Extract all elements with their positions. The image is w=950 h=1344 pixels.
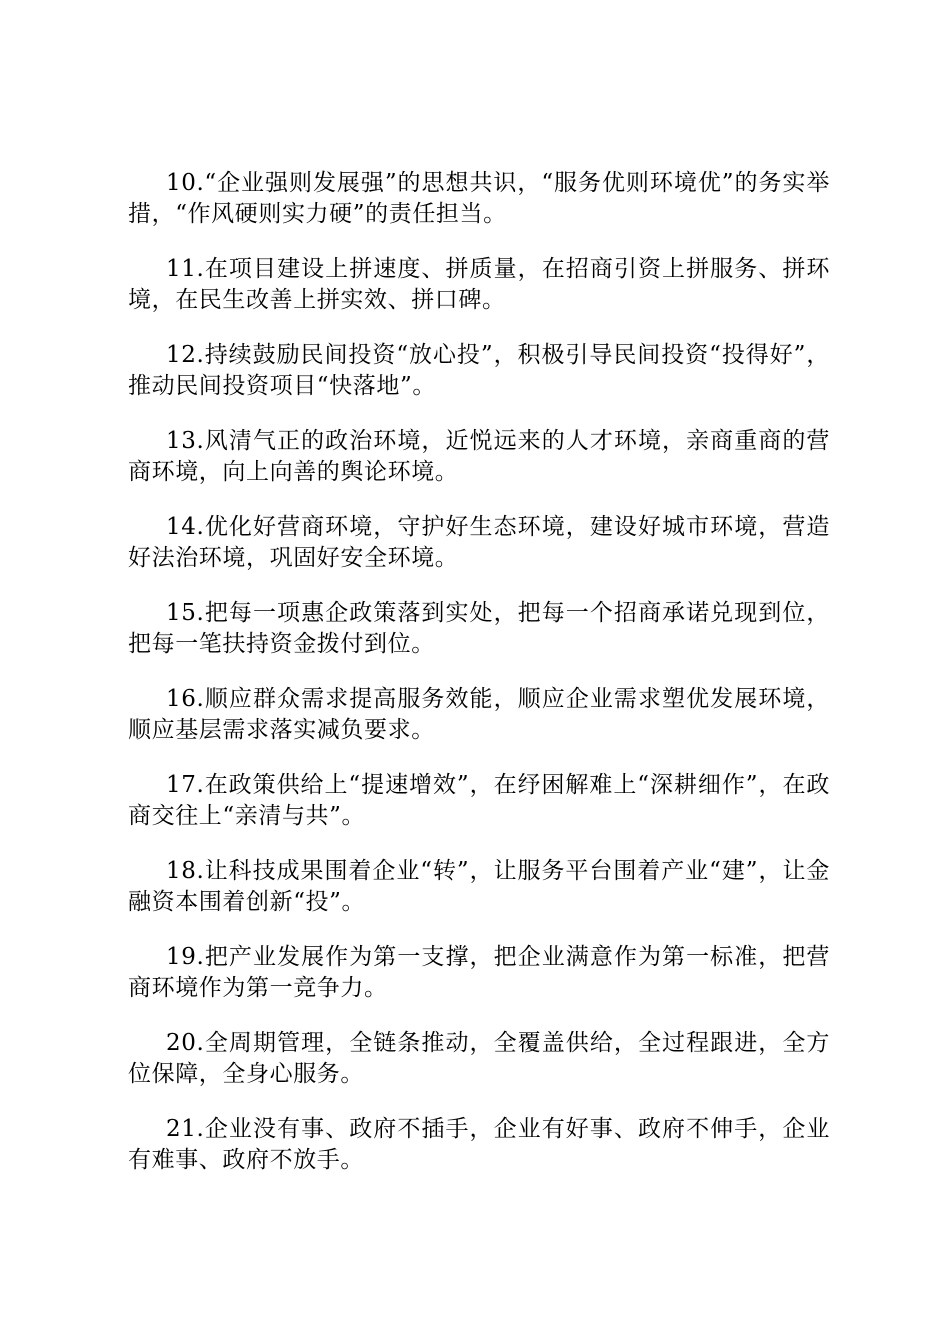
paragraph-20: 20.全周期管理，全链条推动，全覆盖供给，全过程跟进，全方位保障，全身心服务。 [128, 1030, 830, 1087]
paragraph-12: 12.持续鼓励民间投资“放心投”，积极引导民间投资“投得好”，推动民间投资项目“快落地”。 [128, 342, 830, 399]
paragraph-16: 16.顺应群众需求提高服务效能，顺应企业需求塑优发展环境，顺应基层需求落实减负要求。 [128, 686, 830, 743]
paragraph-18: 18.让科技成果围着企业“转”，让服务平台围着产业“建”，让金融资本围着创新“投”。 [128, 858, 830, 915]
paragraph-15: 15.把每一项惠企政策落到实处，把每一个招商承诺兑现到位，把每一笔扶持资金拨付到位。 [128, 600, 830, 657]
paragraph-10: 10.“企业强则发展强”的思想共识，“服务优则环境优”的务实举措，“作风硬则实力硬”的责任担当。 [128, 170, 830, 227]
paragraph-19: 19.把产业发展作为第一支撑，把企业满意作为第一标准，把营商环境作为第一竞争力。 [128, 944, 830, 1001]
paragraph-14: 14.优化好营商环境，守护好生态环境，建设好城市环境，营造好法治环境，巩固好安全环境。 [128, 514, 830, 571]
document-body [128, 168, 830, 1200]
paragraph-13: 13.风清气正的政治环境，近悦远来的人才环境，亲商重商的营商环境，向上向善的舆论环境。 [128, 428, 830, 485]
paragraph-21: 21.企业没有事、政府不插手，企业有好事、政府不伸手，企业有难事、政府不放手。 [128, 1116, 830, 1173]
paragraph-11: 11.在项目建设上拼速度、拼质量，在招商引资上拼服务、拼环境，在民生改善上拼实效、拼口碑。 [128, 256, 830, 313]
paragraph-17: 17.在政策供给上“提速增效”，在纾困解难上“深耕细作”，在政商交往上“亲清与共”。 [128, 772, 830, 829]
